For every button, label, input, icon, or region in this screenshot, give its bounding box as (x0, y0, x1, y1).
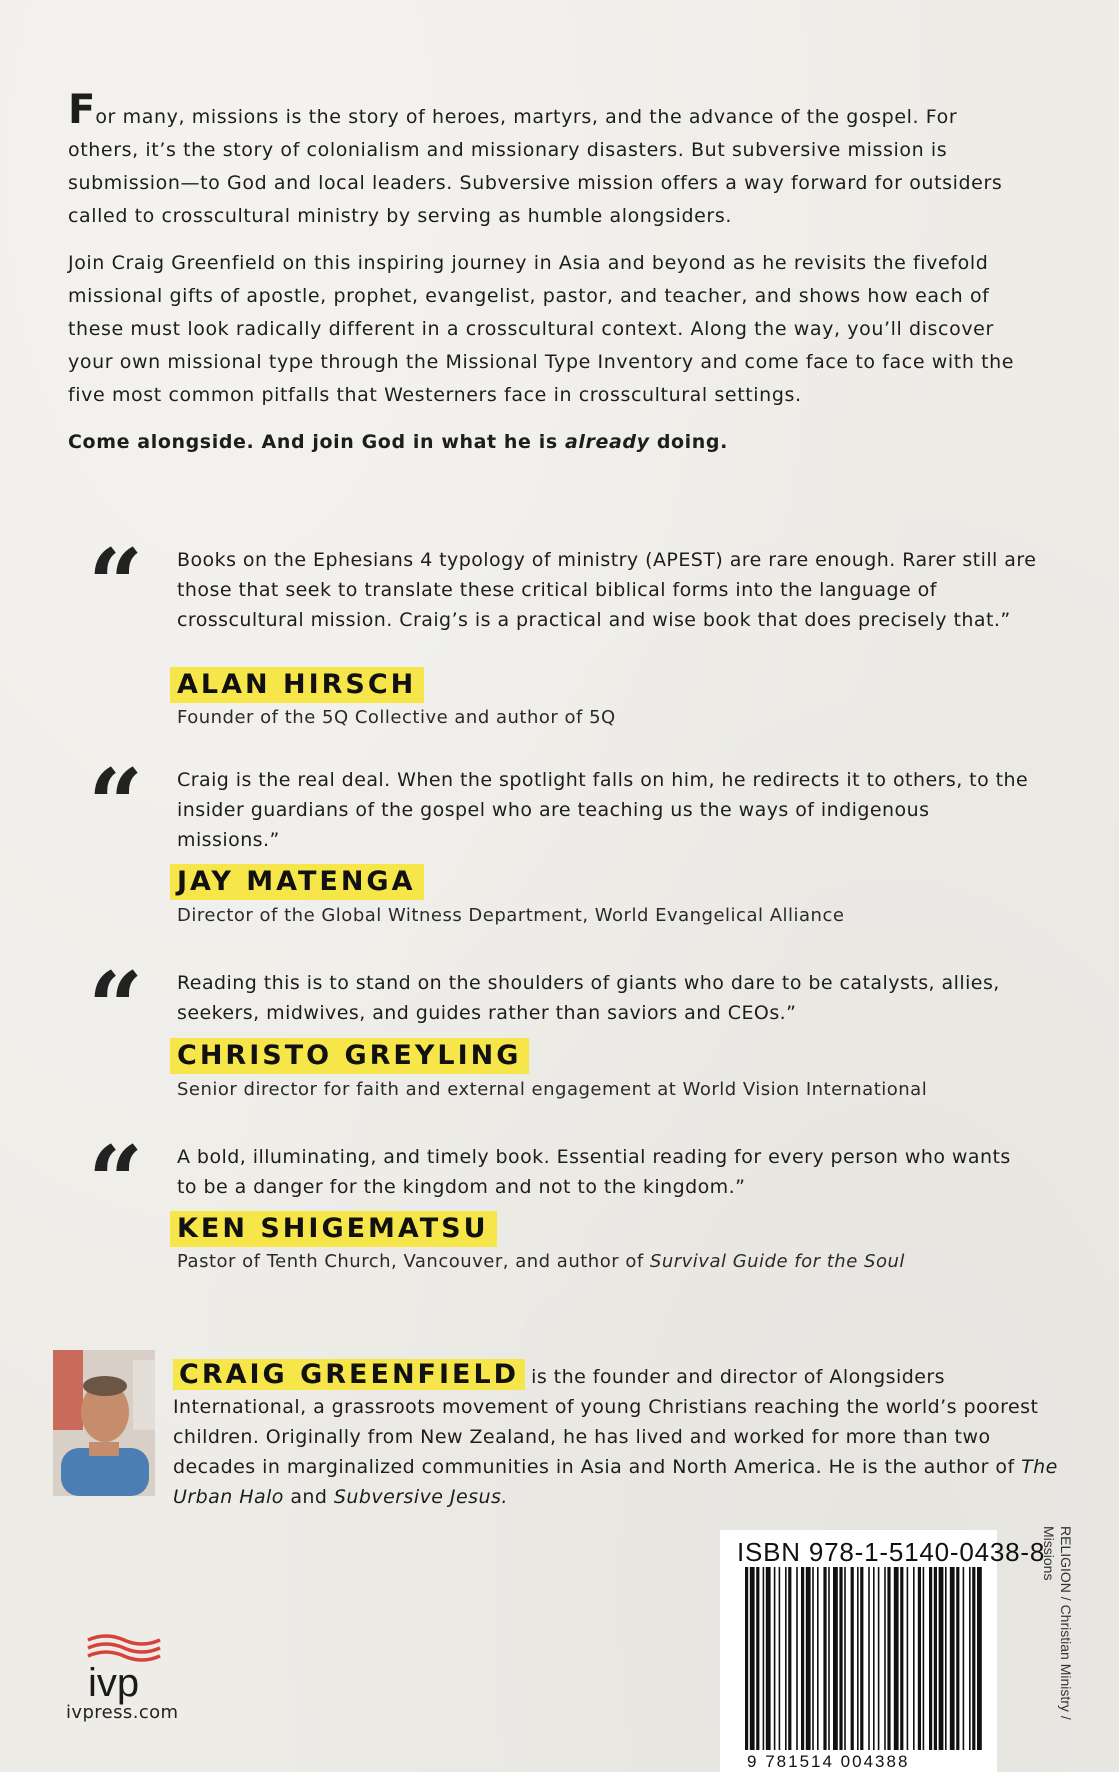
endorser-role: Founder of the 5Q Collective and author of 5Q (177, 707, 616, 728)
author-bio-joiner: and (283, 1486, 334, 1508)
barcode-digit-group-2: 004388 (840, 1752, 910, 1771)
barcode-bar (963, 1567, 965, 1750)
barcode-bar (873, 1567, 875, 1750)
barcode-icon (743, 1567, 983, 1752)
endorser-role: Director of the Global Witness Department, World Evangelical Alliance (177, 905, 845, 926)
barcode-bar (833, 1567, 838, 1750)
barcode-bar (763, 1567, 765, 1750)
call-to-action (68, 426, 1028, 459)
category-line-1: RELIGION / Christian Ministry / (1058, 1526, 1074, 1720)
barcode-bar (823, 1567, 826, 1750)
endorser-name: ALAN HIRSCH (170, 667, 424, 703)
barcode-bar (788, 1567, 791, 1750)
barcode-bar (887, 1567, 890, 1750)
intro-paragraph-2: Join Craig Greenfield on this inspiring journey in Asia and beyond as he revisits the fivefold missional gifts of apostle, prophet, evangelist, pastor, and teacher, and shows how each of these must look radically different in a crosscultural context. Along the way, you’ll discover your own missional type through the Missional Type Inventory and come face to face with the five most common pitfalls that Westerners face in crosscultural settings. (68, 252, 1015, 406)
endorser-role: Senior director for faith and external engagement at World Vision International (177, 1079, 928, 1100)
barcode-bar (913, 1567, 915, 1750)
ivp-logo-icon (84, 1630, 174, 1710)
barcode-bar (950, 1567, 955, 1750)
barcode-bar (756, 1567, 759, 1750)
endorsement-text: Craig is the real deal. When the spotlight falls on him, he redirects it to others, to the insider guardians of the gospel who are teaching us the ways of indigenous missions.” (177, 769, 1029, 851)
barcode-bar (812, 1567, 814, 1750)
barcode-bar (918, 1567, 921, 1750)
quote-mark-icon: “ (88, 951, 144, 1064)
endorser-name: CHRISTO GREYLING (170, 1038, 529, 1074)
endorsement-text: Reading this is to stand on the shoulders of giants who dare to be catalysts, allies, seekers, midwives, and guides rather than saviors and CEOs.” (177, 972, 1000, 1024)
author-photo (53, 1350, 155, 1496)
barcode-bar (774, 1567, 776, 1750)
author-name: CRAIG GREENFIELD (173, 1359, 525, 1390)
barcode-bar (851, 1567, 854, 1750)
author-book-2: Subversive Jesus. (333, 1486, 508, 1508)
barcode-bar (977, 1567, 982, 1750)
barcode-digit-lead: 9 (747, 1752, 759, 1771)
barcode-digits (745, 1752, 911, 1772)
publisher-website[interactable]: ivpress.com (66, 1702, 179, 1723)
endorser-role-text: Pastor of Tenth Church, Vancouver, and author of (177, 1251, 650, 1272)
barcode-bar (972, 1567, 975, 1750)
barcode-bar (923, 1567, 925, 1750)
bisac-category (1040, 1526, 1074, 1766)
barcode-bar (878, 1567, 880, 1750)
barcode-bar (884, 1567, 886, 1750)
ivp-logo-text: ivp (88, 1661, 140, 1705)
book-description (68, 87, 1028, 473)
endorser-role (177, 1249, 905, 1275)
barcode-bar (750, 1567, 755, 1750)
endorsement-text: Books on the Ephesians 4 typology of ministry (APEST) are rare enough. Rarer still are those that seek to translate these critical biblical forms into the language of crosscultural mission. Craig’s is a practical and wise book that does precisely that.” (177, 549, 1037, 631)
barcode-bar (868, 1567, 870, 1750)
cta-text-start: Come alongside. And join God in what he is (68, 431, 565, 453)
ivp-logo (84, 1630, 174, 1710)
barcode-bar (844, 1567, 846, 1750)
quote-mark-icon: “ (88, 528, 144, 641)
cta-text-end: doing. (649, 431, 728, 453)
author-bio-text: is the founder and director of Alongsiders International, a grassroots movement of young Christians reaching the world’s poorest children. Originally from New Zealand, he has lived and worked for more than two decades in marginalized communities in Asia and North America. He is the author of (173, 1366, 1039, 1478)
cta-emphasis: already (565, 431, 650, 453)
intro-paragraph-1 (68, 87, 1028, 233)
endorsement-text: A bold, illuminating, and timely book. Essential reading for every person who wants to be a danger for the kingdom and not to the kingdom.” (177, 1146, 1011, 1198)
barcode-bar (839, 1567, 842, 1750)
quote-mark-icon: “ (88, 748, 144, 861)
barcode-bar (934, 1567, 937, 1750)
barcode-bar (956, 1567, 959, 1750)
barcode-bar (828, 1567, 830, 1750)
intro-paragraph-1-text: or many, missions is the story of heroes, martyrs, and the advance of the gospel. For others, it’s the story of colonialism and missionary disasters. But subversive mission is submission—to God and local leaders. Subversive mission offers a way forward for outsiders called to crosscultural ministry by serving as humble alongsiders. (68, 106, 1003, 227)
category-line-2: Missions (1041, 1526, 1057, 1581)
barcode-bar (817, 1567, 819, 1750)
barcode-digit-group-1: 781514 (765, 1752, 834, 1771)
barcode-bar (900, 1567, 903, 1750)
isbn-label: ISBN 978-1-5140-0438-8 (737, 1537, 1046, 1567)
barcode-bar (801, 1567, 804, 1750)
endorser-name: JAY MATENGA (170, 864, 424, 900)
barcode-bar (860, 1567, 863, 1750)
barcode-bar (806, 1567, 811, 1750)
barcode-bar (907, 1567, 909, 1750)
barcode-bar (796, 1567, 798, 1750)
barcode-bar (894, 1567, 899, 1750)
barcode-bar (929, 1567, 932, 1750)
barcode-bar (745, 1567, 748, 1750)
barcode-bar (939, 1567, 944, 1750)
barcode-bar (766, 1567, 771, 1750)
barcode-bar (785, 1567, 787, 1750)
author-portrait-icon (53, 1350, 155, 1496)
endorser-name: KEN SHIGEMATSU (170, 1211, 497, 1247)
barcode-bar (969, 1567, 971, 1750)
book-title: Survival Guide for the Soul (649, 1251, 905, 1272)
quote-mark-icon: “ (88, 1125, 144, 1238)
author-bio (173, 1360, 1073, 1512)
barcode-bar (857, 1567, 859, 1750)
barcode-bar (779, 1567, 781, 1750)
barcode-bar (945, 1567, 947, 1750)
drop-cap: F (68, 87, 96, 133)
author-book-1: The Urban Halo (173, 1456, 1058, 1508)
